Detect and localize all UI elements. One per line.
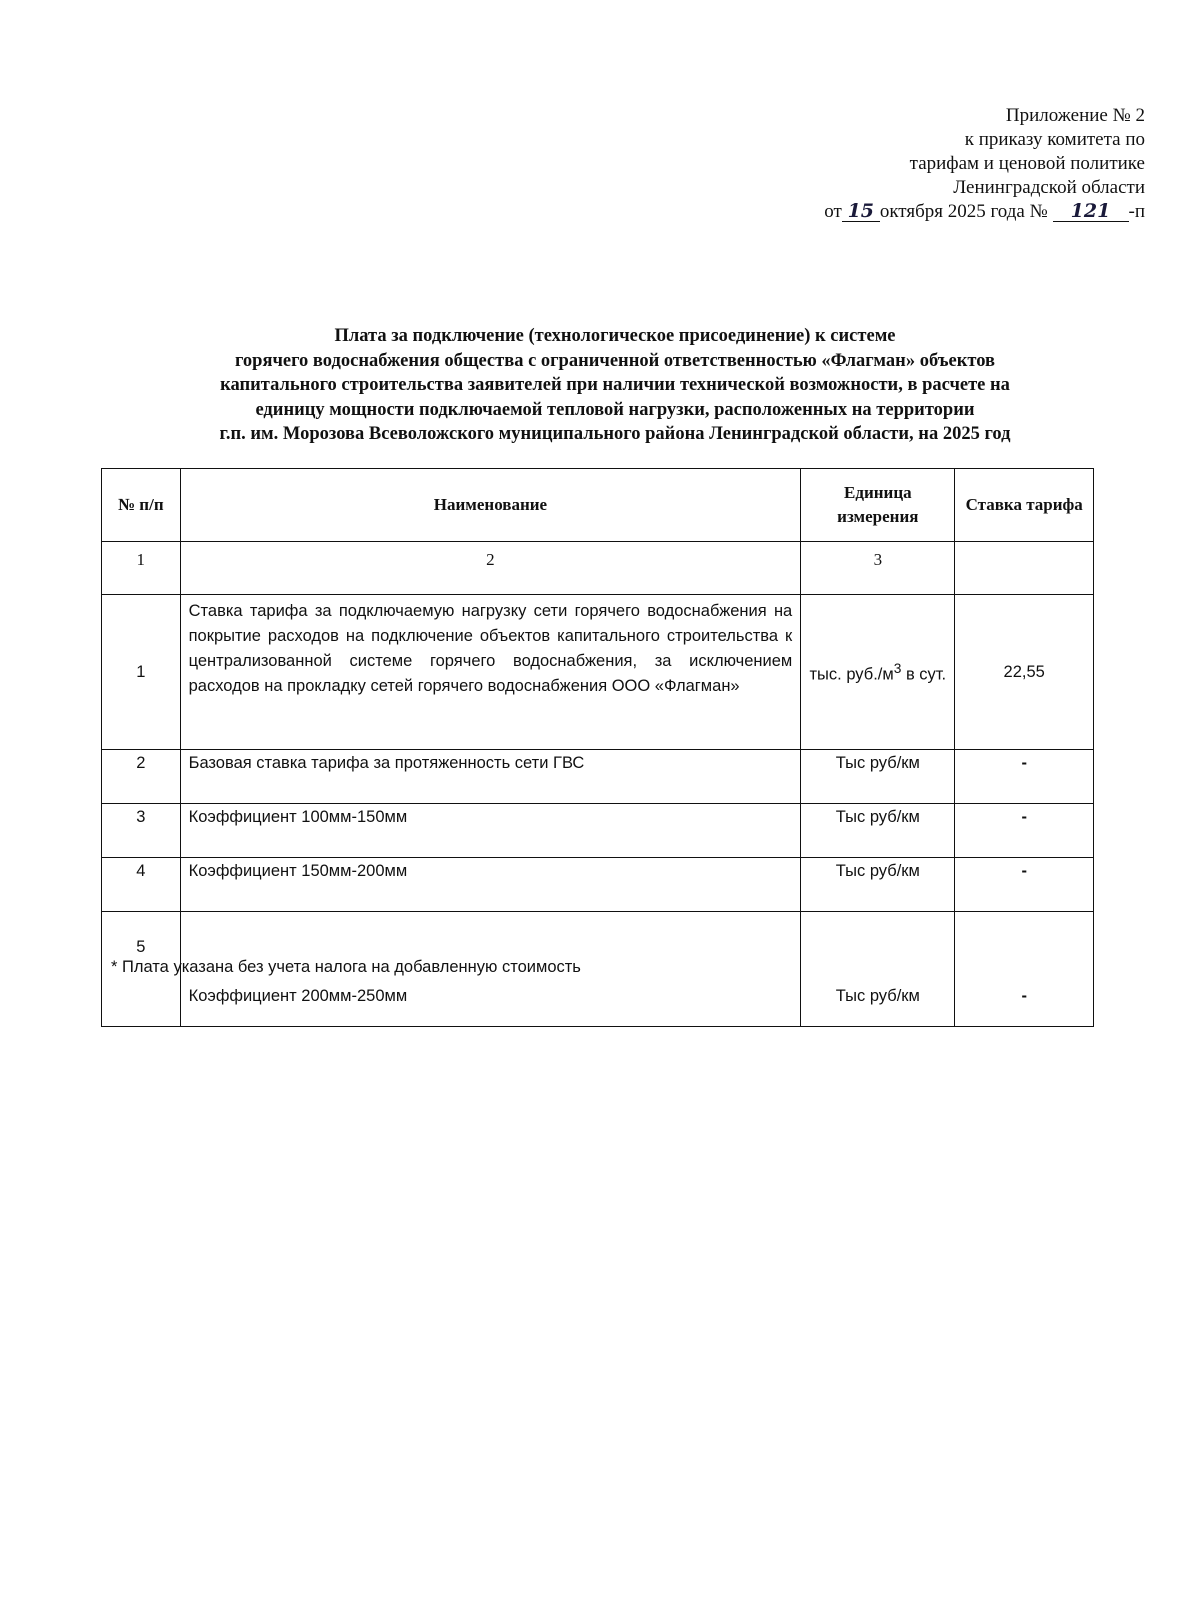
column-numbers-row	[102, 542, 1094, 595]
handwritten-order-number: 121	[1053, 201, 1129, 222]
table-row	[102, 595, 1094, 750]
row-num: 1	[102, 595, 181, 750]
table-row	[102, 804, 1094, 858]
title-line-5: г.п. им. Морозова Всеволожского муниципального района Ленинградской области, на 2025 год	[219, 424, 1011, 444]
row-unit: Тыс руб/км	[801, 804, 955, 858]
header-rate: Ставка тарифа	[955, 469, 1094, 542]
row-unit	[801, 595, 955, 750]
row-name: Ставка тарифа за подключаемую нагрузку сети горячего водоснабжения на покрытие расходов на подключение объектов капитального строительства к централизованной системе горячего водоснабжения, за исключением расходов на прокладку сетей горячего водоснабжения ООО «Флагман»	[180, 595, 801, 750]
annex-date-line	[824, 200, 1145, 224]
row-unit: Тыс руб/км	[801, 912, 955, 1027]
row-unit: Тыс руб/км	[801, 858, 955, 912]
document-title	[120, 324, 1110, 447]
row-rate: -	[955, 750, 1094, 804]
vat-footnote: * Плата указана без учета налога на добавленную стоимость	[111, 958, 581, 976]
row-num: 3	[102, 804, 181, 858]
unit-superscript: 3	[893, 661, 902, 677]
colnum-1: 1	[102, 542, 181, 595]
handwritten-day: 15	[842, 201, 880, 222]
row-num: 2	[102, 750, 181, 804]
colnum-2: 2	[180, 542, 801, 595]
annex-title: Приложение № 2	[1005, 105, 1145, 126]
row-num: 5	[102, 912, 181, 1027]
title-line-3: капитального строительства заявителей при наличии технической возможности, в расчете на	[220, 375, 1010, 395]
annex-line-order: к приказу комитета по	[964, 129, 1145, 150]
annex-date-prefix: от	[824, 201, 842, 222]
unit-text-suffix: в сут.	[901, 665, 947, 684]
table-row	[102, 750, 1094, 804]
header-unit: Единица измерения	[801, 469, 955, 542]
row-name: Коэффициент 150мм-200мм	[180, 858, 801, 912]
annex-date-middle: октября 2025 года №	[879, 201, 1048, 222]
row-name: Коэффициент 200мм-250мм	[180, 912, 801, 1027]
row-unit: Тыс руб/км	[801, 750, 955, 804]
annex-line-region: Ленинградской области	[953, 177, 1145, 198]
header-name: Наименование	[180, 469, 801, 542]
annex-header	[824, 104, 1145, 224]
colnum-3: 3	[801, 542, 955, 595]
unit-text: тыс. руб./м	[809, 665, 894, 684]
row-name: Базовая ставка тарифа за протяженность сети ГВС	[180, 750, 801, 804]
colnum-4	[955, 542, 1094, 595]
annex-line-committee: тарифам и ценовой политике	[909, 153, 1145, 174]
table-header-row	[102, 469, 1094, 542]
row-rate: 22,55	[955, 595, 1094, 750]
row-name: Коэффициент 100мм-150мм	[180, 804, 801, 858]
table-row	[102, 858, 1094, 912]
title-line-2: горячего водоснабжения общества с ограниченной ответственностью «Флагман» объектов	[234, 350, 996, 371]
row-rate: -	[955, 858, 1094, 912]
annex-number-suffix: -п	[1128, 201, 1145, 222]
row-rate: -	[955, 804, 1094, 858]
header-num: № п/п	[102, 469, 181, 542]
title-line-1: Плата за подключение (технологическое присоединение) к системе	[334, 326, 896, 346]
row-num: 4	[102, 858, 181, 912]
title-line-4: единицу мощности подключаемой тепловой нагрузки, расположенных на территории	[255, 399, 975, 420]
tariff-table	[101, 468, 1094, 1027]
row-rate: -	[955, 912, 1094, 1027]
